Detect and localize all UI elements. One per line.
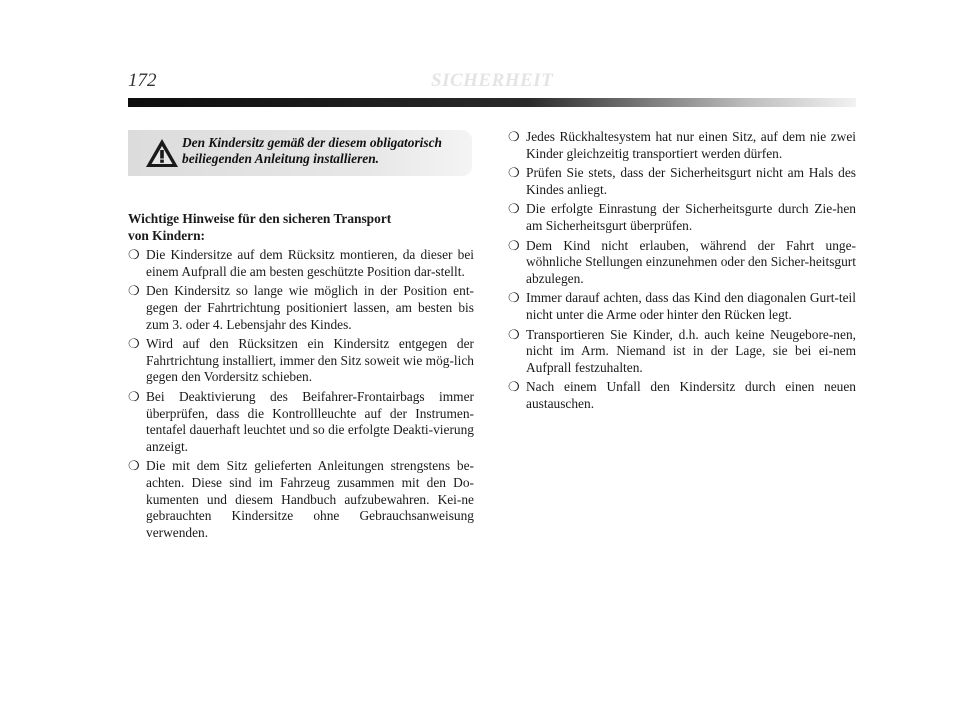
list-item: ❍ Nach einem Unfall den Kindersitz durch einen neuen austauschen. xyxy=(508,379,856,411)
list-item: ❍ Den Kindersitz so lange wie möglich in der Position ent-gegen der Fahrtrichtung positioniert lassen, am besten bis zum 3. oder 4. Lebensjahr des Kindes. xyxy=(128,283,474,332)
bullet-icon: ❍ xyxy=(508,129,520,144)
list-item: ❍ Immer darauf achten, dass das Kind den diagonalen Gurt-teil nicht unter die Arme oder hinter den Rücken legt. xyxy=(508,290,856,322)
list-item: ❍ Die Kindersitze auf dem Rücksitz montieren, da dieser bei einem Aufprall die am besten geschützte Position dar-stellt. xyxy=(128,247,474,279)
list-item: ❍ Die erfolgte Einrastung der Sicherheitsgurte durch Zie-hen am Sicherheitsgurt überprüfen. xyxy=(508,201,856,233)
list-item: ❍ Jedes Rückhaltesystem hat nur einen Sitz, auf dem nie zwei Kinder gleichzeitig transportiert werden dürfen. xyxy=(508,129,856,161)
bullet-icon: ❍ xyxy=(508,290,520,306)
warning-box xyxy=(128,130,472,176)
bullet-icon: ❍ xyxy=(508,165,520,181)
bullet-icon: ❍ xyxy=(128,388,140,404)
header-rule xyxy=(128,98,856,107)
bullet-icon: ❍ xyxy=(508,201,520,217)
page-header xyxy=(128,70,856,94)
section-heading: Wichtige Hinweise für den sicheren Transport von Kindern: xyxy=(128,211,392,243)
bullet-icon: ❍ xyxy=(128,458,140,474)
list-item: ❍ Dem Kind nicht erlauben, während der Fahrt unge-wöhnliche Stellungen einzunehmen oder den Sicher-heitsgurt abzulegen. xyxy=(508,237,856,286)
bullet-icon: ❍ xyxy=(128,336,140,352)
bullet-icon: ❍ xyxy=(128,247,140,263)
list-item: ❍ Transportieren Sie Kinder, d.h. auch keine Neugebore-nen, nicht im Arm. Niemand ist in der Lage, sie bei ei-nem Aufprall festzuhalten. xyxy=(508,326,856,375)
page-number: 172 xyxy=(128,70,157,91)
bullet-icon: ❍ xyxy=(128,283,140,299)
bullet-icon: ❍ xyxy=(508,237,520,253)
bullet-icon: ❍ xyxy=(508,379,520,395)
list-item: ❍ Bei Deaktivierung des Beifahrer-Frontairbags immer überprüfen, dass die Kontrollleuchte auf der Instrumen-tentafel dauerhaft leuchtet und so die erfolgte Deakti-vierung anzeigt. xyxy=(128,388,474,454)
section-title: SICHERHEIT xyxy=(431,70,554,91)
list-item: ❍ Prüfen Sie stets, dass der Sicherheitsgurt nicht am Hals des Kindes anliegt. xyxy=(508,165,856,197)
list-item: ❍ Die mit dem Sitz gelieferten Anleitungen strengstens be-achten. Diese sind im Fahrzeug zusammen mit den Do-kumenten und diesem Handbuch aufzubewahren. Kei-ne gebrauchten Kindersitze ohne Gebrauchsanweisung verwenden. xyxy=(128,458,474,540)
right-column xyxy=(508,129,856,416)
list-item: ❍ Wird auf den Rücksitzen ein Kindersitz entgegen der Fahrtrichtung installiert, immer den Sitz soweit wie mög-lich gegen den Vordersitz schieben. xyxy=(128,336,475,385)
left-column xyxy=(128,211,474,544)
warning-text: Den Kindersitz gemäß der diesem obligatorisch beiliegenden Anleitung installieren. xyxy=(182,135,443,166)
warning-triangle-icon xyxy=(144,137,180,169)
bullet-icon: ❍ xyxy=(508,326,520,342)
